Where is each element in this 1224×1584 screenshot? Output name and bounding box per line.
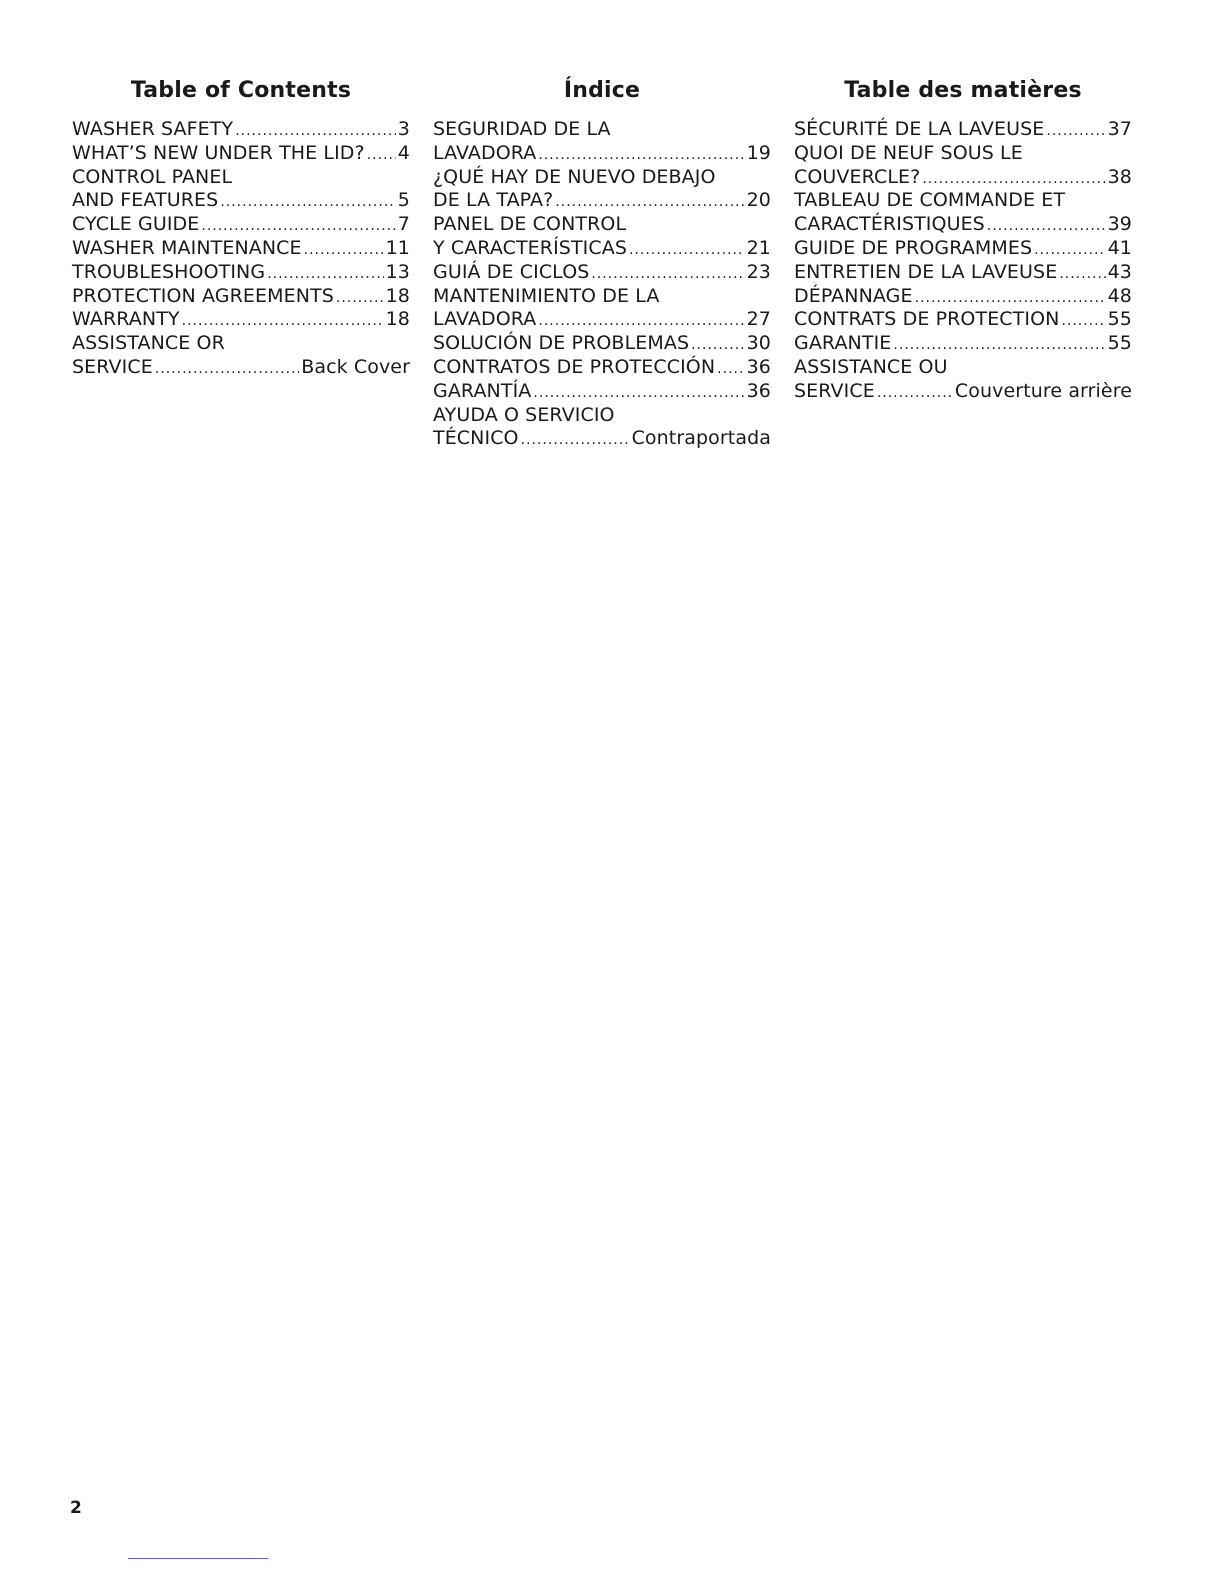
toc-entry-page: 18 bbox=[385, 308, 410, 331]
toc-entry-page: 3 bbox=[397, 118, 410, 140]
toc-entry[interactable] bbox=[794, 189, 1132, 213]
toc-entry[interactable] bbox=[794, 213, 1132, 237]
toc-entry-page: 5 bbox=[397, 189, 410, 212]
dot-leader bbox=[555, 191, 744, 215]
toc-entry-label: AYUDA O SERVICIO bbox=[433, 403, 615, 426]
toc-entry[interactable] bbox=[72, 118, 410, 142]
toc-entry[interactable] bbox=[794, 332, 1132, 356]
toc-entry[interactable] bbox=[72, 308, 410, 332]
toc-entry[interactable] bbox=[72, 261, 410, 285]
toc-column-french bbox=[794, 76, 1132, 404]
toc-list bbox=[72, 118, 410, 380]
toc-entry-label: AND FEATURES bbox=[72, 189, 219, 212]
toc-entry-label: GARANTÍA bbox=[433, 379, 532, 402]
dot-leader bbox=[336, 287, 384, 311]
toc-entry[interactable] bbox=[72, 142, 410, 166]
toc-entry-label: CONTRATS DE PROTECTION bbox=[794, 308, 1060, 331]
toc-entry[interactable] bbox=[794, 142, 1132, 166]
dot-leader bbox=[521, 429, 630, 453]
toc-entry-page: 18 bbox=[385, 284, 410, 307]
dot-leader bbox=[1061, 310, 1105, 334]
toc-entry[interactable] bbox=[794, 118, 1132, 142]
toc-entry-page: 11 bbox=[385, 236, 410, 259]
toc-entry-label: ASSISTANCE OU bbox=[794, 355, 948, 378]
toc-entry-page: 48 bbox=[1107, 284, 1132, 307]
toc-entry-page: 41 bbox=[1107, 236, 1132, 259]
column-title: Table des matières bbox=[844, 78, 1082, 103]
toc-entry-label: QUOI DE NEUF SOUS LE bbox=[794, 141, 1023, 164]
toc-entry-label: CARACTÉRISTIQUES bbox=[794, 213, 985, 236]
column-title: Table of Contents bbox=[130, 78, 352, 103]
toc-entry-page: 37 bbox=[1107, 118, 1132, 140]
toc-entry-label: WHAT’S NEW UNDER THE LID? bbox=[72, 141, 365, 164]
toc-entry-page: 19 bbox=[746, 141, 771, 164]
dot-leader bbox=[922, 168, 1105, 192]
bottom-rule bbox=[128, 1558, 268, 1559]
toc-entry[interactable] bbox=[433, 404, 771, 428]
dot-leader bbox=[220, 191, 395, 215]
dot-leader bbox=[1046, 120, 1105, 144]
toc-entry-page: 4 bbox=[397, 141, 410, 164]
toc-entry-label: GUIDE DE PROGRAMMES bbox=[794, 236, 1033, 259]
toc-entry-label: PROTECTION AGREEMENTS bbox=[72, 284, 334, 307]
dot-leader bbox=[691, 334, 745, 358]
toc-entry[interactable] bbox=[72, 332, 410, 356]
toc-entry-label: GARANTIE bbox=[794, 332, 892, 355]
toc-entry-page: 7 bbox=[397, 213, 410, 236]
toc-entry-page: 55 bbox=[1107, 308, 1132, 331]
toc-entry[interactable] bbox=[72, 237, 410, 261]
dot-leader bbox=[367, 144, 396, 168]
dot-leader bbox=[533, 382, 744, 406]
toc-entry-label: TÉCNICO bbox=[433, 427, 519, 450]
toc-entry-label: SERVICE bbox=[72, 355, 153, 378]
toc-entry-label: WARRANTY bbox=[72, 308, 180, 331]
dot-leader bbox=[538, 310, 744, 334]
toc-entry-label: ASSISTANCE OR bbox=[72, 332, 225, 355]
toc-entry[interactable] bbox=[794, 166, 1132, 190]
toc-entry-page: 36 bbox=[746, 355, 771, 378]
toc-entry[interactable] bbox=[794, 285, 1132, 309]
toc-entry[interactable] bbox=[433, 356, 771, 380]
toc-entry[interactable] bbox=[794, 380, 1132, 404]
toc-entry-label: WASHER MAINTENANCE bbox=[72, 236, 302, 259]
toc-entry-page: Back Cover bbox=[301, 355, 410, 378]
dot-leader bbox=[1059, 263, 1105, 287]
toc-entry-label: LAVADORA bbox=[433, 141, 537, 164]
page-number: 2 bbox=[70, 1498, 82, 1518]
toc-entry-label: MANTENIMIENTO DE LA bbox=[433, 284, 660, 307]
dot-leader bbox=[267, 263, 383, 287]
toc-list bbox=[794, 118, 1132, 404]
dot-leader bbox=[1034, 239, 1106, 263]
dot-leader bbox=[538, 144, 744, 168]
toc-entry[interactable] bbox=[433, 142, 771, 166]
toc-entry-label: DÉPANNAGE bbox=[794, 284, 913, 307]
toc-entry[interactable] bbox=[433, 285, 771, 309]
dot-leader bbox=[304, 239, 384, 263]
toc-entry-label: CONTRATOS DE PROTECCIÓN bbox=[433, 355, 716, 378]
dot-leader bbox=[182, 310, 384, 334]
toc-entry-label: Y CARACTERÍSTICAS bbox=[433, 236, 627, 259]
dot-leader bbox=[155, 358, 299, 382]
toc-entry[interactable] bbox=[794, 261, 1132, 285]
toc-entry[interactable] bbox=[72, 189, 410, 213]
toc-entry[interactable] bbox=[433, 380, 771, 404]
toc-entry[interactable] bbox=[794, 308, 1132, 332]
toc-entry[interactable] bbox=[794, 237, 1132, 261]
toc-entry-page: 21 bbox=[746, 236, 771, 259]
toc-column-english bbox=[72, 76, 410, 380]
toc-entry[interactable] bbox=[433, 261, 771, 285]
toc-entry-label: COUVERCLE? bbox=[794, 165, 921, 188]
toc-entry-label: SEGURIDAD DE LA bbox=[433, 118, 611, 140]
toc-entry-label: PANEL DE CONTROL bbox=[433, 213, 627, 236]
toc-entry[interactable] bbox=[433, 308, 771, 332]
toc-entry[interactable] bbox=[433, 189, 771, 213]
dot-leader bbox=[629, 239, 745, 263]
toc-entry[interactable] bbox=[72, 166, 410, 190]
dot-leader bbox=[987, 215, 1106, 239]
toc-entry-label: CYCLE GUIDE bbox=[72, 213, 200, 236]
toc-entry-label: CONTROL PANEL bbox=[72, 165, 233, 188]
toc-entry-page: 13 bbox=[385, 260, 410, 283]
toc-entry-page: 36 bbox=[746, 379, 771, 402]
toc-entry-page: 23 bbox=[746, 260, 771, 283]
toc-entry-page: 55 bbox=[1107, 332, 1132, 355]
toc-entry-label: SERVICE bbox=[794, 379, 875, 402]
dot-leader bbox=[877, 382, 953, 406]
toc-entry[interactable] bbox=[794, 356, 1132, 380]
toc-entry[interactable] bbox=[433, 427, 771, 451]
toc-entry[interactable] bbox=[72, 285, 410, 309]
toc-list bbox=[433, 118, 771, 451]
toc-entry[interactable] bbox=[433, 118, 771, 142]
toc-entry-label: ¿QUÉ HAY DE NUEVO DEBAJO bbox=[433, 165, 716, 188]
toc-entry-label: TABLEAU DE COMMANDE ET bbox=[794, 189, 1066, 212]
dot-leader bbox=[915, 287, 1106, 311]
toc-entry-page: 20 bbox=[746, 189, 771, 212]
toc-entry[interactable] bbox=[72, 213, 410, 237]
toc-entry-page: 30 bbox=[746, 332, 771, 355]
toc-entry[interactable] bbox=[433, 166, 771, 190]
toc-entry-page: Couverture arrière bbox=[954, 379, 1132, 402]
toc-entry-label: ENTRETIEN DE LA LAVEUSE bbox=[794, 260, 1058, 283]
dot-leader bbox=[893, 334, 1105, 358]
dot-leader bbox=[201, 215, 395, 239]
toc-entry-label: LAVADORA bbox=[433, 308, 537, 331]
toc-entry-label: WASHER SAFETY bbox=[72, 118, 234, 140]
toc-entry[interactable] bbox=[72, 356, 410, 380]
dot-leader bbox=[235, 120, 396, 144]
toc-entry-page: Contraportada bbox=[631, 427, 771, 450]
toc-entry-page: 39 bbox=[1107, 213, 1132, 236]
column-title: Índice bbox=[563, 78, 641, 103]
toc-entry[interactable] bbox=[433, 237, 771, 261]
toc-entry-page: 43 bbox=[1107, 260, 1132, 283]
toc-entry-page: 27 bbox=[746, 308, 771, 331]
toc-entry-label: DE LA TAPA? bbox=[433, 189, 554, 212]
toc-entry-label: SOLUCIÓN DE PROBLEMAS bbox=[433, 332, 690, 355]
dot-leader bbox=[717, 358, 744, 382]
toc-entry[interactable] bbox=[433, 213, 771, 237]
toc-entry-label: TROUBLESHOOTING bbox=[72, 260, 266, 283]
toc-entry-label: SÉCURITÉ DE LA LAVEUSE bbox=[794, 118, 1045, 140]
toc-column-spanish bbox=[433, 76, 771, 451]
toc-entry-label: GUIÁ DE CICLOS bbox=[433, 260, 590, 283]
toc-entry[interactable] bbox=[433, 332, 771, 356]
dot-leader bbox=[591, 263, 744, 287]
toc-entry-page: 38 bbox=[1107, 165, 1132, 188]
